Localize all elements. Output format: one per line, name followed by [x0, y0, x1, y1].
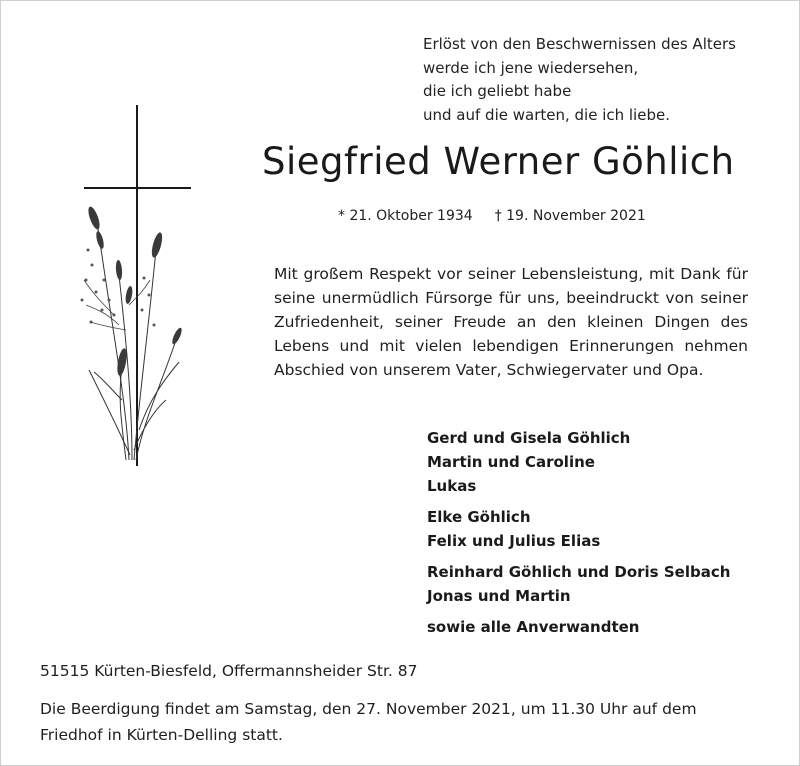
poem [423, 33, 753, 127]
tribute-text: Mit großem Respekt vor seiner Lebensleistung, mit Dank für seine unermüdlich Fürsorge für uns, beeindruckt von seiner Zufriedenheit, seiner Freude an den kleinen Dingen des Lebens und mit vielen lebendigen Erinnerungen nehmen Abschied von unserem Vater, Schwiegervater und Opa. [274, 265, 748, 379]
family-group [427, 560, 777, 608]
family-member: Jonas und Martin [427, 587, 571, 605]
family-member: Elke Göhlich [427, 508, 531, 526]
family-list [427, 426, 777, 646]
family-group [427, 426, 777, 498]
family-member: Martin und Caroline [427, 453, 595, 471]
family-member: Gerd und Gisela Göhlich [427, 429, 631, 447]
cross-wheat-illustration [74, 100, 204, 474]
family-member: Felix und Julius Elias [427, 532, 601, 550]
deceased-name: Siegfried Werner Göhlich [262, 140, 735, 183]
poem-line: Erlöst von den Beschwernissen des Alters [423, 35, 736, 53]
funeral-line: Die Beerdigung findet am Samstag, den 27. November 2021, um 11.30 Uhr auf dem [40, 700, 697, 718]
birth-date: * 21. Oktober 1934 [338, 208, 473, 224]
poem-line: und auf die warten, die ich liebe. [423, 105, 670, 124]
cross-icon [74, 100, 204, 470]
address: 51515 Kürten-Biesfeld, Offermannsheider Str. 87 [40, 662, 418, 680]
family-member: sowie alle Anverwandten [427, 618, 640, 636]
poem-line: werde ich jene wiedersehen, [423, 58, 639, 77]
funeral-line: Friedhof in Kürten-Delling statt. [40, 726, 283, 744]
life-dates [338, 208, 646, 224]
family-group [427, 615, 777, 639]
poem-line: die ich geliebt habe [423, 82, 572, 100]
family-group [427, 505, 777, 553]
family-member: Reinhard Göhlich und Doris Selbach [427, 563, 731, 581]
death-date: † 19. November 2021 [494, 208, 646, 224]
funeral-info [40, 696, 760, 748]
family-member: Lukas [427, 477, 477, 495]
